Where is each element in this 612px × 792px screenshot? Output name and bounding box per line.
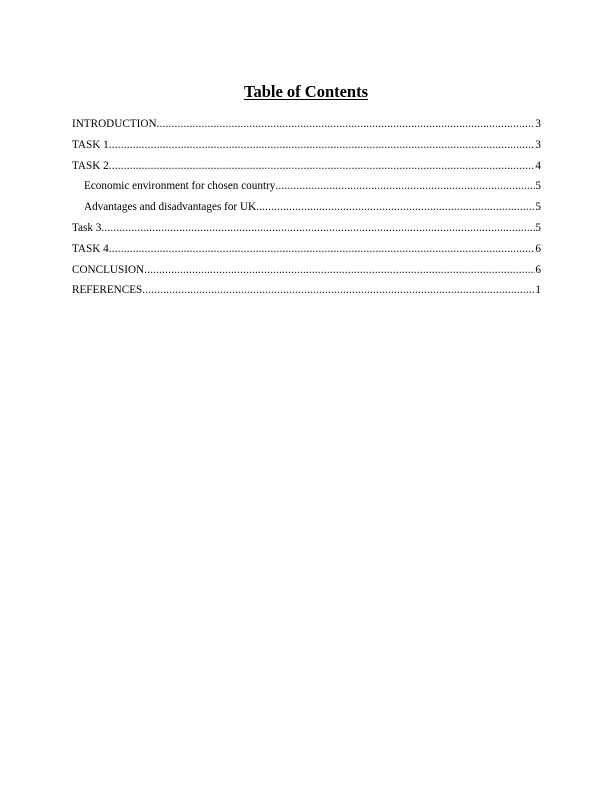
dot-leader bbox=[275, 178, 535, 194]
toc-entry-introduction[interactable] bbox=[72, 116, 541, 137]
toc-entry-label: INTRODUCTION bbox=[72, 118, 157, 130]
toc-entry-label: TASK 2 bbox=[72, 159, 109, 172]
toc-entry-label: Task 3 bbox=[72, 221, 102, 234]
toc-entry-label: CONCLUSION bbox=[72, 263, 145, 276]
toc-entry-page: 1 bbox=[535, 284, 541, 297]
dot-leader bbox=[101, 220, 535, 236]
toc-entry-label: TASK 4 bbox=[72, 242, 109, 255]
toc-entry-page: 5 bbox=[535, 180, 541, 193]
dot-leader bbox=[256, 199, 535, 215]
toc-entry-page: 6 bbox=[535, 263, 541, 276]
toc-entry-references[interactable] bbox=[72, 282, 541, 303]
toc-entry-label: Advantages and disadvantages for UK bbox=[84, 201, 257, 214]
dot-leader bbox=[109, 158, 536, 174]
toc-entry-page: 3 bbox=[535, 118, 541, 130]
dot-leader bbox=[142, 282, 535, 298]
toc-entry-economic-environment[interactable] bbox=[72, 178, 541, 199]
toc-entry-label: Economic environment for chosen country bbox=[84, 180, 276, 193]
dot-leader bbox=[144, 262, 535, 278]
toc-entry-page: 6 bbox=[535, 242, 541, 255]
toc-entry-label: TASK 1 bbox=[72, 138, 109, 151]
toc-entry-task-2[interactable] bbox=[72, 158, 541, 179]
toc-entry-conclusion[interactable] bbox=[72, 262, 541, 283]
toc-entry-page: 3 bbox=[535, 138, 541, 151]
toc-entry-task-3[interactable] bbox=[72, 220, 541, 241]
toc-entry-task-1[interactable] bbox=[72, 137, 541, 158]
toc-entry-advantages-disadvantages[interactable] bbox=[72, 199, 541, 220]
toc-entry-task-4[interactable] bbox=[72, 241, 541, 262]
toc-entry-page: 5 bbox=[535, 221, 541, 234]
dot-leader bbox=[109, 137, 536, 153]
toc-entry-label: REFERENCES bbox=[72, 284, 143, 297]
toc-title: Table of Contents bbox=[243, 82, 369, 101]
dot-leader bbox=[157, 116, 536, 132]
toc-list bbox=[72, 116, 541, 303]
dot-leader bbox=[109, 241, 536, 257]
toc-entry-page: 5 bbox=[535, 201, 541, 214]
toc-entry-page: 4 bbox=[535, 159, 541, 172]
